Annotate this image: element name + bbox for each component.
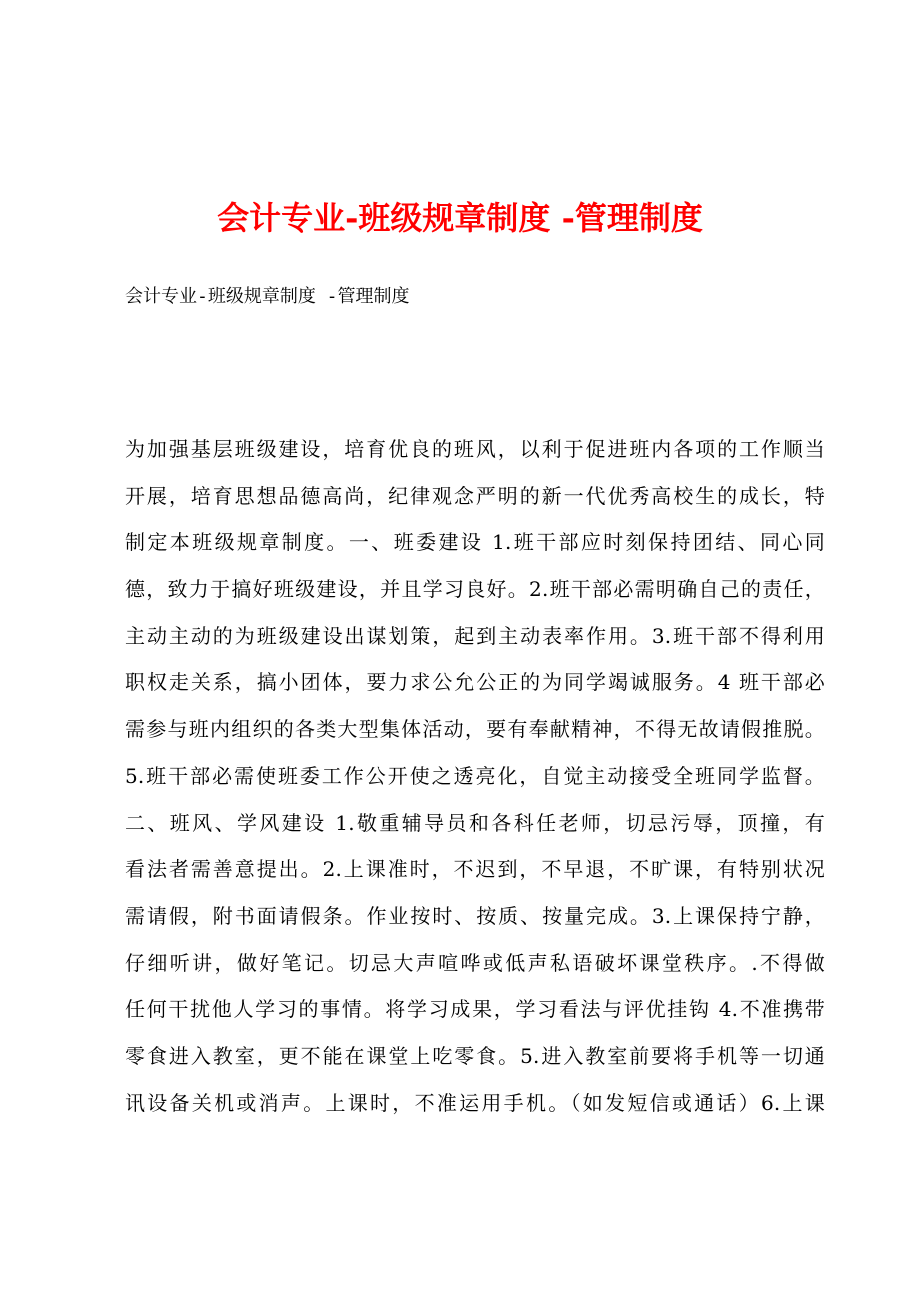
body-line: 为加强基层班级建设，培育优良的班风，以利于促进班内各项的工作顺当 [125,437,825,461]
body-line: 二、班风、学风建设 1.敬重辅导员和各科任老师，切忌污辱，顶撞，有 [125,810,825,835]
body-line: 德，致力于搞好班级建设，并且学习良好。2.班干部必需明确自己的责任， [125,577,825,602]
body-line: 讯设备关机或消声。上课时，不准运用手机。（如发短信或通话）6.上课 [125,1090,825,1115]
document-title: 会计专业-班级规章制度 -管理制度 [217,199,703,237]
body-line: 开展，培育思想品德高尚，纪律观念严明的新一代优秀高校生的成长，特 [125,483,825,508]
body-line: 任何干扰他人学习的事情。将学习成果，学习看法与评优挂钩 4.不准携带 [125,997,825,1022]
body-line: 职权走关系，搞小团体，要力求公允公正的为同学竭诚服务。4 班干部必 [125,670,825,695]
body-line: 主动主动的为班级建设出谋划策，起到主动表率作用。3.班干部不得利用 [125,623,825,648]
body-line: 需请假，附书面请假条。作业按时、按质、按量完成。3.上课保持宁静， [125,903,825,928]
document-subtitle: 会计专业-班级规章制度 -管理制度 [125,286,410,307]
body-line: 仔细听讲，做好笔记。切忌大声喧哗或低声私语破坏课堂秩序。.不得做 [125,950,825,975]
body-line: 制定本班级规章制度。一、班委建设 1.班干部应时刻保持团结、同心同 [125,530,825,555]
document-body [125,426,825,1126]
body-line: 看法者需善意提出。2.上课准时，不迟到，不早退，不旷课，有特别状况 [125,857,825,882]
body-line: 需参与班内组织的各类大型集体活动，要有奉献精神，不得无故请假推脱。 [125,717,825,742]
body-line: 5.班干部必需使班委工作公开使之透亮化，自觉主动接受全班同学监督。 [125,763,825,788]
body-line: 零食进入教室，更不能在课堂上吃零食。5.进入教室前要将手机等一切通 [125,1043,825,1068]
